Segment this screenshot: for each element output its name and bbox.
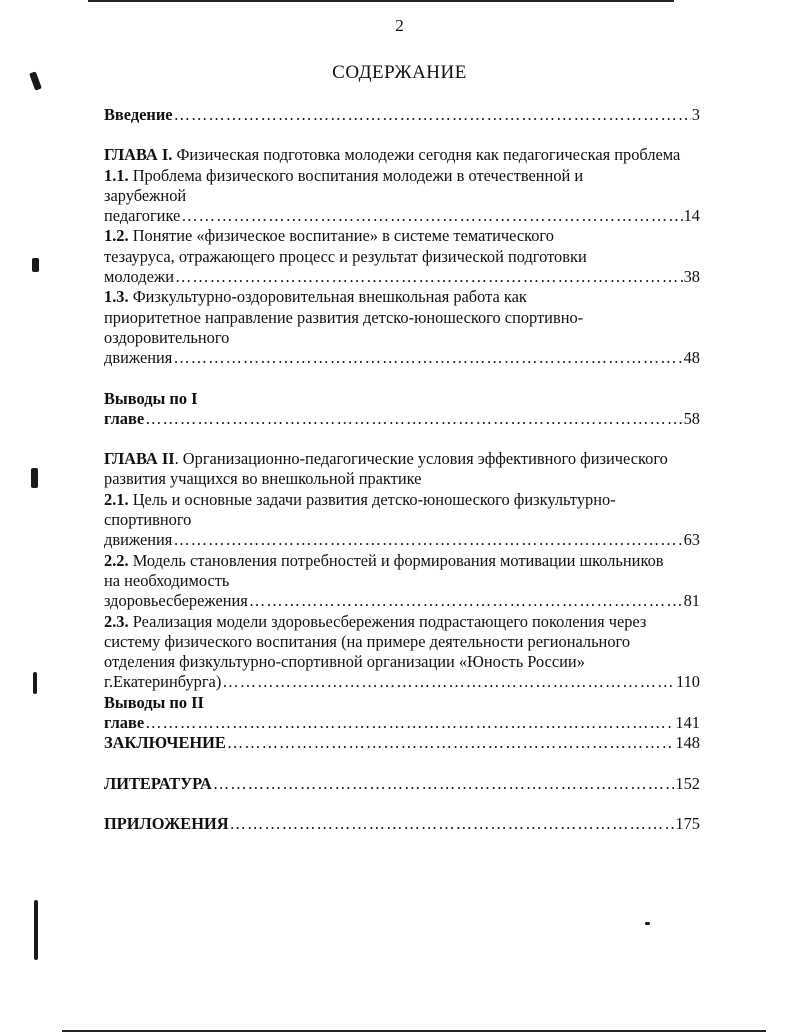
page-ref: 148 bbox=[675, 733, 700, 753]
page-number: 2 bbox=[395, 16, 404, 35]
scan-edge-mark bbox=[31, 468, 38, 488]
toc-entry-literature[interactable]: ЛИТЕРАТУРА ………………………………………………………………………………………………………………………………………………………………………… 152 bbox=[104, 774, 700, 794]
page-ref: 152 bbox=[675, 773, 700, 793]
toc-entry-intro[interactable]: Введение ………………………………………………………………………………………………………………………………………………………………………… 3 bbox=[104, 105, 700, 125]
toc-chapter-2[interactable]: ГЛАВА II. Организационно-педагогические условия эффективного физического развития учащихся во внешкольной практике bbox=[104, 449, 668, 489]
page-ref: 3 bbox=[691, 105, 700, 124]
toc-section-2-2[interactable]: 2.2. Модель становления потребностей и формирования мотивации школьников на необходимость здоровьесбережения ………………………………………………………………………………………………………………………………………………………………………… 81 bbox=[104, 551, 700, 612]
scan-edge-mark bbox=[645, 922, 650, 925]
toc-section-1-1[interactable]: 1.1. Проблема физического воспитания молодежи в отечественной и зарубежной педагогике ………………………………………………………………………………………………………………………………………………………………………… 14 bbox=[104, 166, 700, 227]
toc-conclusions-chapter-1[interactable]: Выводы по I главе ………………………………………………………………………………………………………………………………………………………………………… 58 bbox=[104, 389, 700, 430]
page-ref: 110 bbox=[676, 672, 700, 692]
scan-bottom-line bbox=[62, 1030, 766, 1032]
page-ref: 141 bbox=[675, 713, 700, 733]
toc-chapter-1[interactable]: ГЛАВА I. Физическая подготовка молодежи сегодня как педагогическая проблема bbox=[104, 145, 681, 165]
toc-section-2-1[interactable]: 2.1. Цель и основные задачи развития детско-юношеского физкультурно-спортивного движения ………………………………………………………………………………………………………………………………………………………………………… 63 bbox=[104, 490, 700, 551]
scan-top-line bbox=[88, 0, 674, 2]
page-ref: 48 bbox=[683, 348, 700, 368]
table-of-contents bbox=[104, 105, 700, 834]
page-ref: 175 bbox=[675, 813, 700, 833]
scan-edge-mark bbox=[32, 258, 39, 272]
page-ref: 81 bbox=[683, 591, 700, 611]
page-ref: 38 bbox=[683, 267, 700, 287]
scan-edge-mark bbox=[33, 672, 37, 694]
toc-entry-conclusion[interactable]: ЗАКЛЮЧЕНИЕ ………………………………………………………………………………………………………………………………………………………………………… 148 bbox=[104, 733, 700, 753]
page-title: СОДЕРЖАНИЕ bbox=[332, 62, 467, 83]
page-ref: 63 bbox=[683, 530, 700, 550]
toc-conclusions-chapter-2[interactable]: Выводы по II главе ………………………………………………………………………………………………………………………………………………………………………… 141 bbox=[104, 693, 700, 734]
toc-section-1-3[interactable]: 1.3. Физкультурно-оздоровительная внешкольная работа как приоритетное направление развития детско-юношеского спортивно-оздоровительного движения ………………………………………………………………………………………………………………………………………………………………………… 48 bbox=[104, 287, 700, 368]
page-ref: 58 bbox=[683, 408, 700, 428]
page-ref: 14 bbox=[683, 206, 700, 226]
toc-section-1-2[interactable]: 1.2. Понятие «физическое воспитание» в системе тематического тезауруса, отражающего процесс и результат физической подготовки молодежи ………………………………………………………………………………………………………………………………………………………………………… 38 bbox=[104, 226, 700, 287]
toc-section-2-3[interactable]: 2.3. Реализация модели здоровьесбережения подрастающего поколения через систему физического воспитания (на примере деятельности регионального отделения физкультурно-спортивной организации «Юность России» г.Екатеринбурга) ………………………………………………………………………………………………………………………………………………………………………… 110 bbox=[104, 612, 700, 693]
scan-edge-mark bbox=[34, 900, 38, 960]
toc-entry-appendix[interactable]: ПРИЛОЖЕНИЯ ………………………………………………………………………………………………………………………………………………………………………… 175 bbox=[104, 814, 700, 834]
